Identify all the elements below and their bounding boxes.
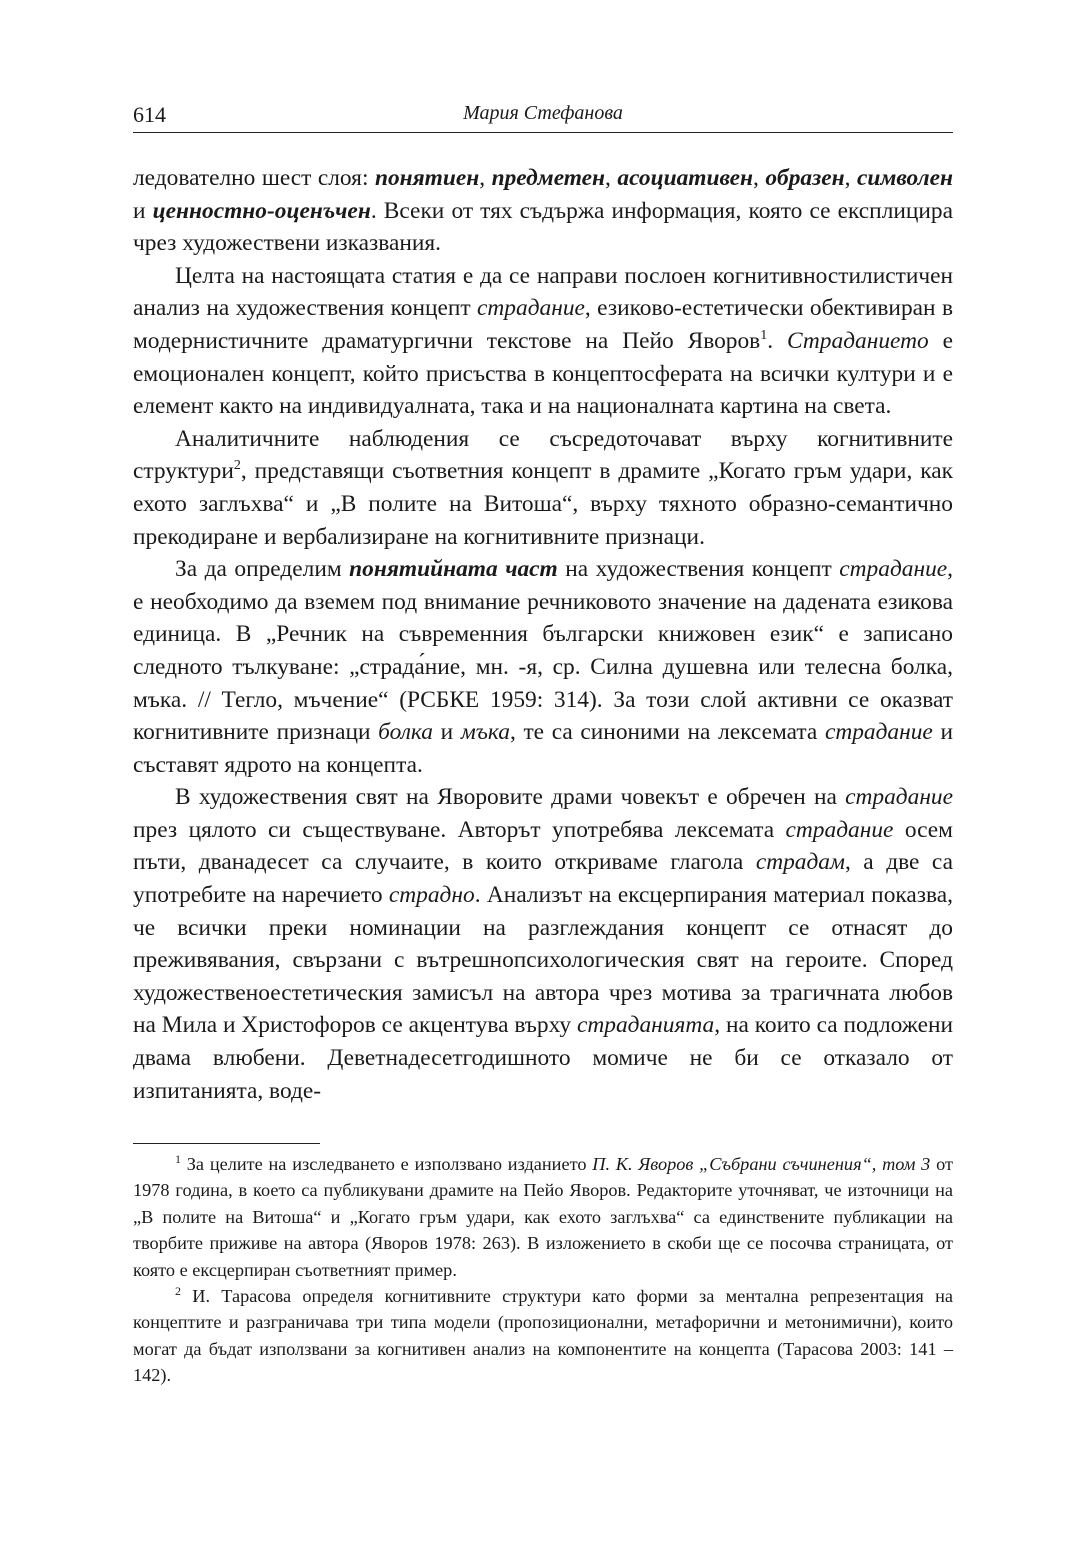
text-span: на художествения концепт — [557, 556, 840, 583]
term-tsennostno-otsenachen: ценностно-оценъчен — [152, 197, 371, 224]
italic-term: болка — [378, 719, 433, 746]
text-span: от 1978 година, в което са публикувани драмите на Пейо Яворов. Редакторите уточняват, че източници на „В полите на Витоша“ и „Когато гръм удари, как ехото заглъхва“ са единствените публикации на творбите приживе на автора (Яворов 1978: 263). В изложението в скоби ще се посочва страницата, от която е ексцерпиран съответният пример. — [133, 1154, 953, 1280]
main-text — [133, 162, 953, 1107]
italic-term: страдно — [388, 882, 475, 909]
footnote-number: 1 — [175, 1152, 181, 1166]
text-span: , — [479, 165, 492, 191]
text-span: осем пъти, дванадесет са случаите, в които откриваме глагола — [133, 816, 953, 876]
text-span: , а две са употребите на наречието — [133, 849, 953, 909]
paragraph-5 — [133, 781, 953, 1107]
text-span: Аналитичните наблюдения се съсредоточават върху когнитивните структури — [133, 425, 953, 485]
footnote-1 — [133, 1151, 953, 1283]
text-span: , — [844, 165, 857, 191]
term-obrazen: образен — [765, 165, 845, 191]
footnote-ref-2[interactable]: 2 — [233, 458, 241, 474]
text-span: , е необходимо да вземем под внимание речниковото значение на дадената езикова единица. В „Речник на съвременния български книжовен език“ е записано следното тълкуване: „страда́ние, мн. -я, ср. Силна душевна или телесна болка, мъка. // Тегло, мъчение“ (РСБКЕ 1959: 314). За този слой активни се оказват когнитивните признаци — [133, 556, 954, 746]
text-span: . Анализът на ексцерпирания материал показва, че всички преки номинации на разглеждания концепт се отнасят до преживявания, свързани с вътрешнопсихологическия свят на героите. Според художественоестетическия замисъл на автора чрез мотива за трагичната любов на Мила и Христофоров се акцентува върху — [133, 882, 953, 1039]
text-span: И. Тарасова определя когнитивните структури като форми за ментална репрезентация на концептите и разграничава три типа модели (пропозиционални, метафорични и метонимични), които могат да бъдат използвани за когнитивен анализ на компонентите на концепта (Тарасова 2003: 141 – 142). — [133, 1286, 953, 1386]
text-span: през цялото си съществуване. Авторът употребява лексемата — [133, 816, 786, 843]
italic-term: страдание — [477, 295, 585, 322]
text-span: ледователно шест слоя: — [133, 165, 375, 191]
term-ponyatien: понятиен — [374, 165, 480, 191]
text-span: и съставят ядрото на концепта. — [133, 719, 953, 778]
text-span: , езиково-естетически обективиран в модернистичните драматургични текстове на Пейо Яворов — [133, 295, 953, 354]
text-span: , — [753, 165, 766, 191]
footnotes — [133, 1151, 953, 1389]
text-span: , — [605, 165, 618, 191]
italic-term: страдание — [839, 556, 948, 583]
paragraph-2 — [133, 260, 953, 423]
text-span: и — [133, 197, 153, 224]
text-span: , представящи съответния концепт в драмите „Когато гръм удари, как ехото заглъхва“ и „В полите на Витоша“, върху тяхното образно-семантично прекодиране и вербализиране на когнитивните признаци. — [133, 458, 953, 550]
italic-term: страдам — [755, 849, 845, 876]
text-span: , на които са подложени двама влюбени. Деветнадесетгодишното момиче не би се отказало от изпитанията, воде- — [133, 1012, 953, 1104]
italic-term: страданията — [576, 1012, 715, 1039]
paragraph-1 — [133, 162, 953, 260]
paragraph-3 — [133, 423, 953, 553]
italic-term: мъка — [460, 719, 510, 746]
term-ponyatiynata-chast: понятийната част — [349, 556, 558, 583]
text-span: и — [432, 719, 461, 746]
paragraph-4 — [133, 553, 953, 781]
text-span: , те са синоними на лексемата — [509, 719, 825, 746]
page-number: 614 — [133, 102, 166, 127]
italic-citation: П. К. Яворов „Събрани съчинения“, том 3 — [592, 1154, 931, 1174]
italic-term: страдание — [785, 816, 894, 843]
footnote-ref-1[interactable]: 1 — [760, 327, 768, 343]
text-span: . Всеки от тях съдържа информация, която се експлицира чрез художествени изказвания. — [133, 197, 953, 257]
text-span: За да определим — [175, 556, 350, 583]
text-span: е емоционален концепт, който присъства в концептосферата на всички култури и е елемент както на индивидуалната, така и на националната картина на света. — [133, 327, 953, 420]
term-simvolen: символен — [856, 165, 953, 191]
page-header — [133, 98, 953, 133]
footnote-divider — [133, 1143, 320, 1144]
footnote-number: 2 — [175, 1284, 181, 1299]
running-head-author: Мария Стефанова — [463, 102, 623, 124]
text-span: Целта на настоящата статия е да се направи послоен когнитивностилистичен анализ на художествения концепт — [133, 262, 953, 322]
text-span: . — [767, 327, 787, 354]
italic-term: Страданието — [786, 327, 929, 354]
footnote-2 — [133, 1283, 953, 1389]
italic-term: страдание — [845, 784, 953, 811]
text-span: В художествения свят на Яворовите драми човекът е обречен на — [175, 784, 846, 811]
text-span: За целите на изследването е използвано изданието — [181, 1154, 593, 1174]
italic-term: страдание — [824, 719, 933, 746]
term-predmeten: предметен — [491, 165, 606, 191]
term-asotsiativen: асоциативен — [617, 165, 754, 191]
